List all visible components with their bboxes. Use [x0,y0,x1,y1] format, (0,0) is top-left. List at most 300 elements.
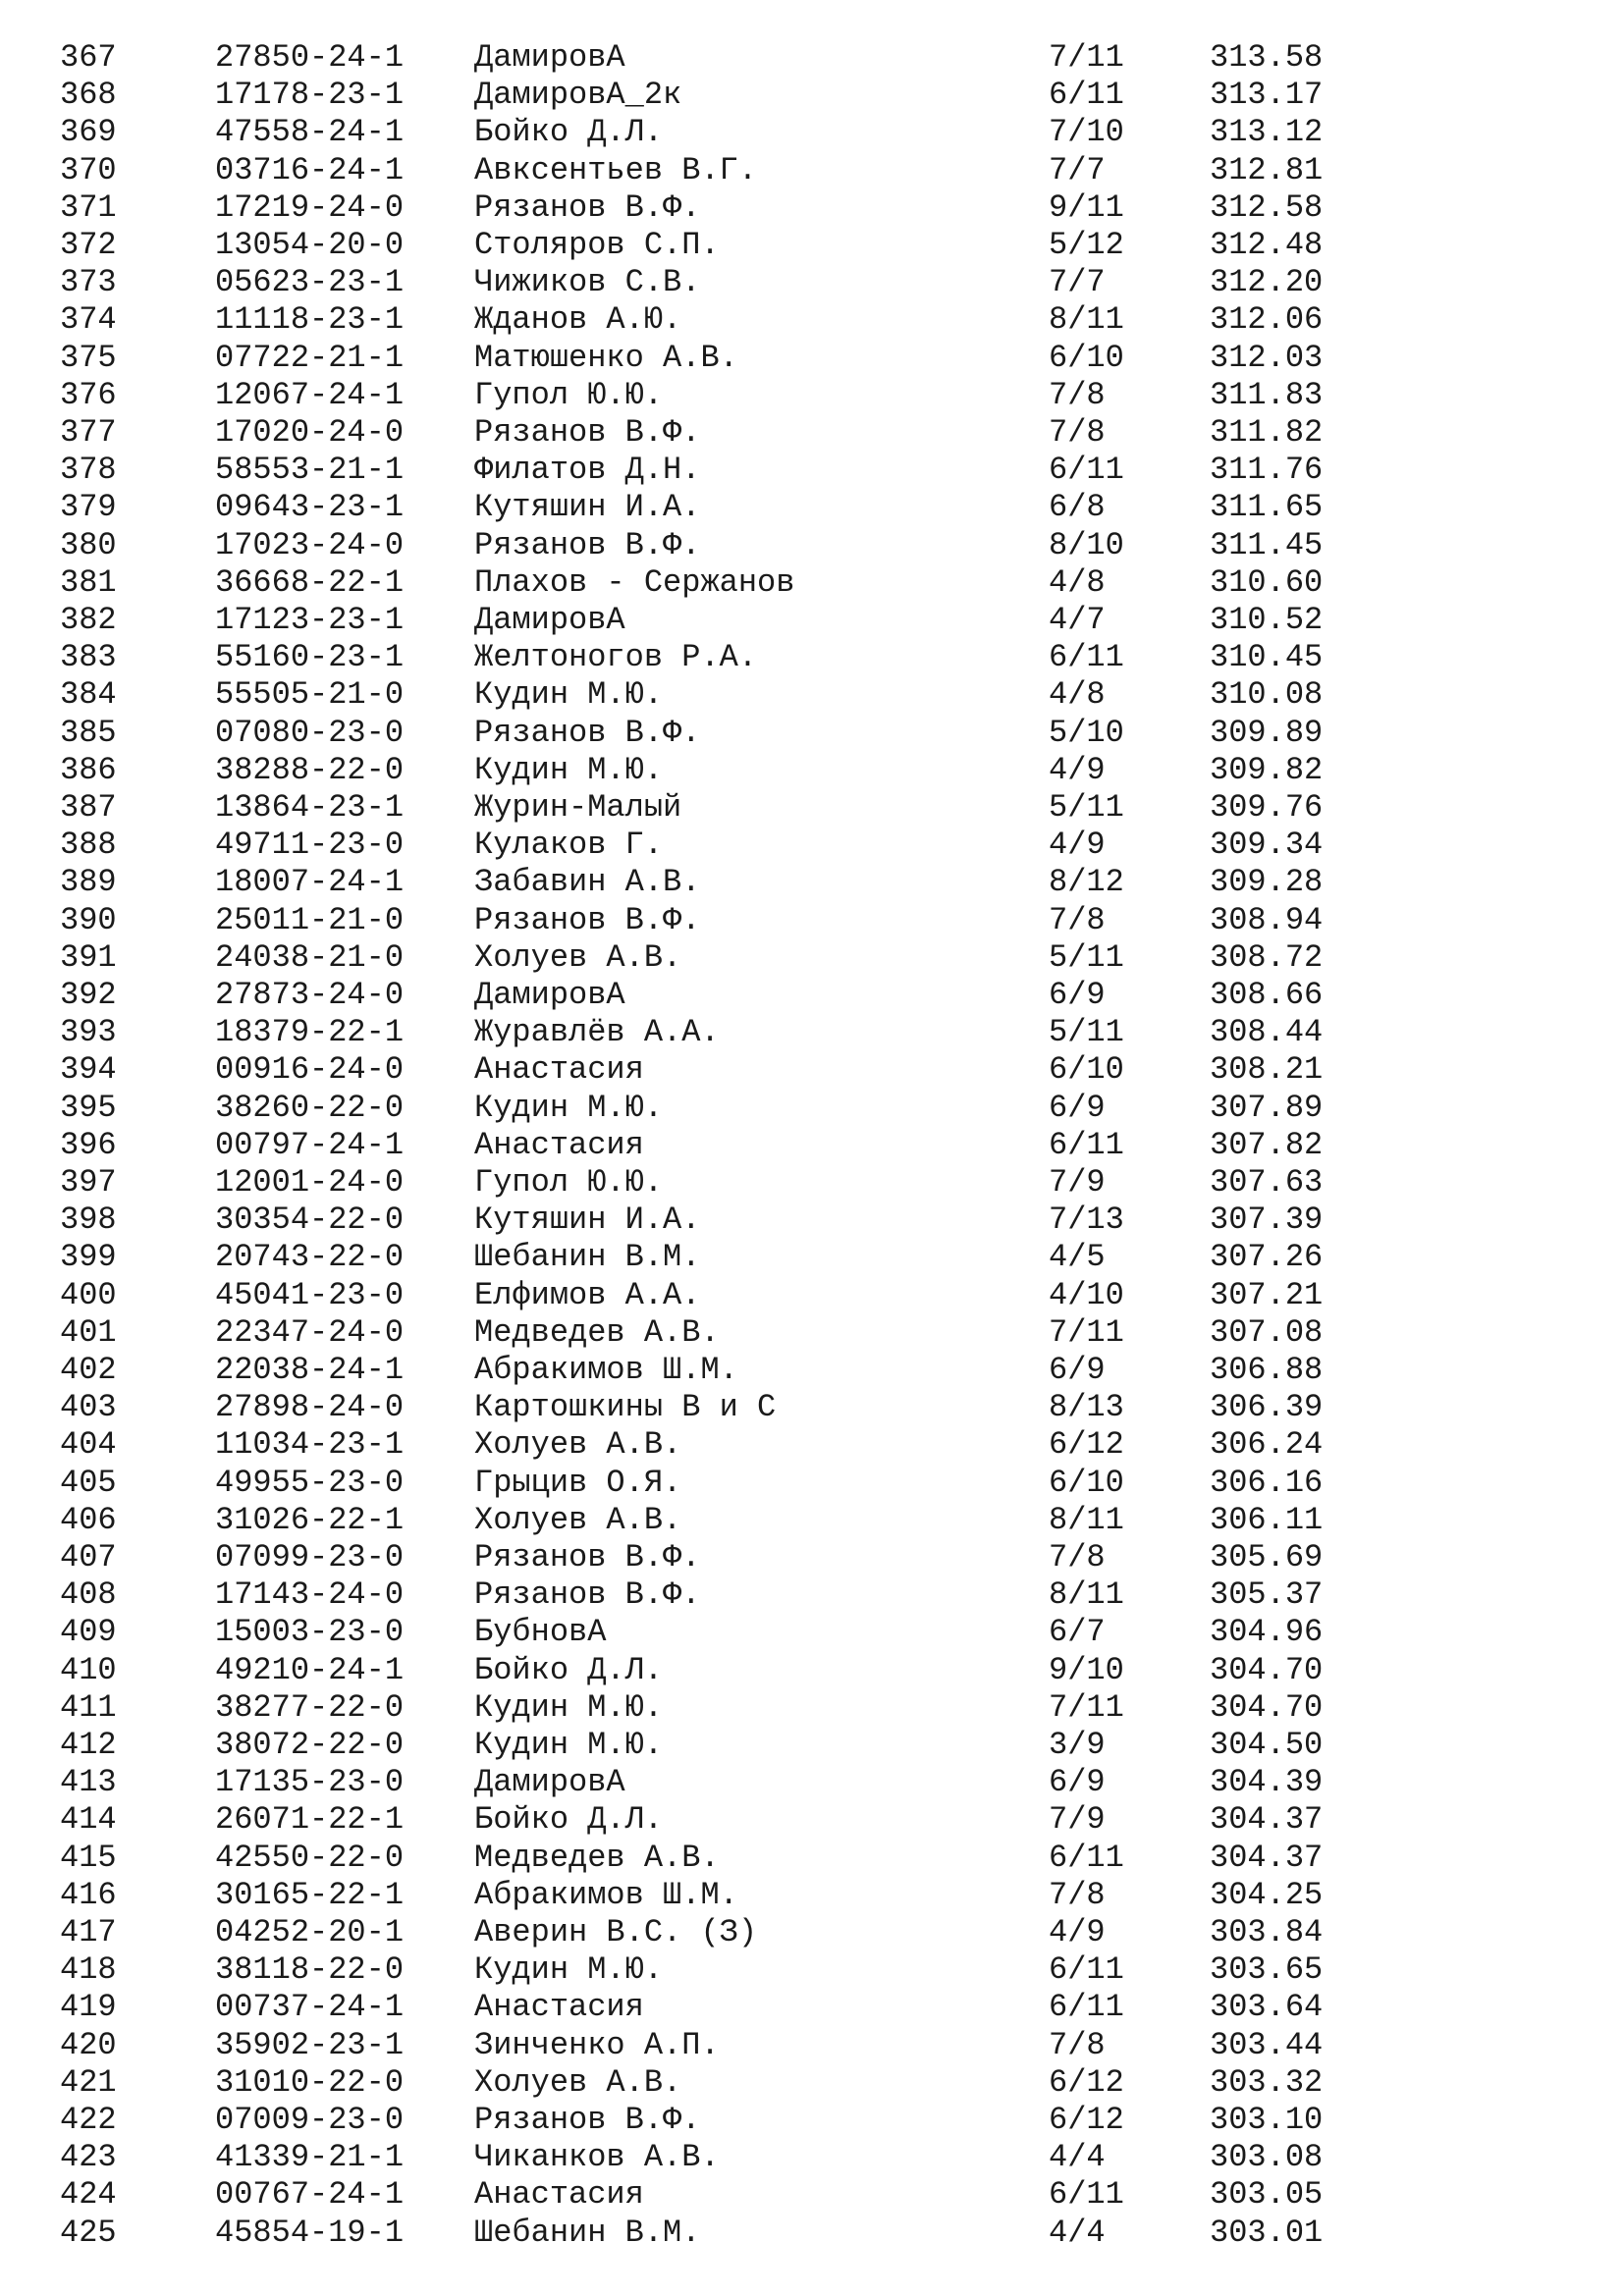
rank-cell: 371 [60,188,117,226]
table-row [0,1426,1624,1464]
ratio-cell: 7/7 [1049,264,1106,301]
code-cell: 27898-24-0 [215,1389,405,1426]
code-cell: 25011-21-0 [215,901,405,938]
table-row [0,1502,1624,1539]
name-cell: Журин-Малый [474,789,682,826]
name-cell: Рязанов В.Ф. [474,526,701,563]
score-cell: 312.03 [1210,339,1324,376]
name-cell: Аверин В.С. (З) [474,1914,758,1950]
name-cell: Рязанов В.Ф. [474,1539,701,1575]
ratio-cell: 5/11 [1049,938,1124,976]
table-row [0,752,1624,789]
code-cell: 17143-24-0 [215,1576,405,1614]
ratio-cell: 6/11 [1049,1989,1124,2026]
table-row [0,301,1624,339]
ratio-cell: 6/12 [1049,1426,1124,1464]
score-cell: 313.17 [1210,77,1324,114]
rank-cell: 367 [60,39,117,76]
ratio-cell: 6/12 [1049,2102,1124,2138]
rank-cell: 384 [60,676,117,714]
code-cell: 31026-22-1 [215,1501,405,1538]
code-cell: 49711-23-0 [215,827,405,864]
name-cell: Зинченко А.П. [474,2026,720,2063]
table-row [0,1314,1624,1352]
table-row [0,1840,1624,1877]
name-cell: Холуев А.В. [474,1501,682,1538]
score-cell: 310.08 [1210,676,1324,714]
name-cell: Жданов А.Ю. [474,301,682,339]
table-row [0,2064,1624,2102]
score-cell: 313.12 [1210,114,1324,151]
rank-cell: 376 [60,376,117,413]
name-cell: Елфимов А.А. [474,1276,701,1313]
name-cell: Матюшенко А.В. [474,339,738,376]
code-cell: 07009-23-0 [215,2102,405,2138]
code-cell: 58553-21-1 [215,452,405,489]
ratio-cell: 8/11 [1049,301,1124,339]
table-row [0,1277,1624,1314]
code-cell: 12067-24-1 [215,376,405,413]
ratio-cell: 6/11 [1049,639,1124,676]
code-cell: 17020-24-0 [215,414,405,451]
score-cell: 307.08 [1210,1313,1324,1351]
table-row [0,1801,1624,1839]
rank-cell: 402 [60,1352,117,1388]
score-cell: 311.65 [1210,489,1324,526]
rank-cell: 381 [60,563,117,601]
code-cell: 26071-22-1 [215,1801,405,1839]
code-cell: 00737-24-1 [215,1989,405,2026]
table-row [0,864,1624,901]
name-cell: Кудин М.Ю. [474,1951,664,1989]
table-row [0,1389,1624,1426]
score-cell: 304.25 [1210,1876,1324,1913]
ratio-cell: 6/9 [1049,1764,1106,1801]
rank-cell: 390 [60,901,117,938]
rank-cell: 405 [60,1464,117,1501]
table-row [0,676,1624,714]
rank-cell: 415 [60,1839,117,1876]
ratio-cell: 4/7 [1049,602,1106,638]
rank-cell: 413 [60,1764,117,1801]
code-cell: 17219-24-0 [215,188,405,226]
rank-cell: 420 [60,2026,117,2063]
score-cell: 307.63 [1210,1164,1324,1201]
code-cell: 42550-22-0 [215,1839,405,1876]
rank-cell: 398 [60,1201,117,1239]
score-cell: 309.28 [1210,864,1324,901]
score-cell: 306.39 [1210,1389,1324,1426]
code-cell: 11034-23-1 [215,1426,405,1464]
code-cell: 12001-24-0 [215,1164,405,1201]
code-cell: 22347-24-0 [215,1313,405,1351]
score-cell: 303.65 [1210,1951,1324,1989]
ratio-cell: 6/11 [1049,452,1124,489]
score-cell: 305.69 [1210,1539,1324,1575]
score-cell: 307.82 [1210,1126,1324,1163]
table-row [0,1764,1624,1801]
name-cell: Картошкины В и С [474,1389,777,1426]
name-cell: Холуев А.В. [474,938,682,976]
ratio-cell: 7/10 [1049,114,1124,151]
table-row [0,340,1624,377]
score-cell: 310.45 [1210,639,1324,676]
table-row [0,1951,1624,1989]
name-cell: Рязанов В.Ф. [474,714,701,751]
ratio-cell: 6/8 [1049,489,1106,526]
ratio-cell: 4/9 [1049,827,1106,864]
code-cell: 27873-24-0 [215,977,405,1013]
score-cell: 308.44 [1210,1014,1324,1051]
table-row [0,2102,1624,2139]
rank-cell: 407 [60,1539,117,1575]
table-row [0,715,1624,752]
table-row [0,939,1624,977]
name-cell: Шебанин В.М. [474,1239,701,1276]
score-cell: 312.06 [1210,301,1324,339]
ratio-cell: 4/4 [1049,2214,1106,2251]
table-row [0,1989,1624,2026]
score-cell: 308.21 [1210,1051,1324,1089]
rank-cell: 409 [60,1614,117,1651]
table-row [0,189,1624,227]
score-cell: 307.39 [1210,1201,1324,1239]
code-cell: 38260-22-0 [215,1089,405,1126]
rank-cell: 397 [60,1164,117,1201]
score-cell: 303.10 [1210,2102,1324,2138]
name-cell: Медведев А.В. [474,1839,720,1876]
ratio-cell: 5/12 [1049,227,1124,263]
name-cell: Анастасия [474,1126,644,1163]
rank-cell: 425 [60,2214,117,2251]
table-row [0,2027,1624,2064]
name-cell: Кудин М.Ю. [474,676,664,714]
score-cell: 307.89 [1210,1089,1324,1126]
name-cell: ДамировА [474,977,625,1013]
score-cell: 311.83 [1210,376,1324,413]
ratio-cell: 6/12 [1049,2063,1124,2101]
code-cell: 38277-22-0 [215,1688,405,1726]
score-cell: 310.52 [1210,602,1324,638]
ratio-cell: 8/11 [1049,1501,1124,1538]
code-cell: 27850-24-1 [215,39,405,76]
name-cell: Журавлёв А.А. [474,1014,720,1051]
code-cell: 03716-24-1 [215,151,405,188]
rank-cell: 406 [60,1501,117,1538]
ratio-cell: 7/8 [1049,1539,1106,1575]
name-cell: Филатов Д.Н. [474,452,701,489]
code-cell: 00797-24-1 [215,1126,405,1163]
ratio-cell: 7/8 [1049,1876,1106,1913]
rank-cell: 370 [60,151,117,188]
table-row [0,1465,1624,1502]
code-cell: 35902-23-1 [215,2026,405,2063]
code-cell: 18379-22-1 [215,1014,405,1051]
name-cell: Рязанов В.Ф. [474,414,701,451]
code-cell: 07080-23-0 [215,714,405,751]
ratio-cell: 8/11 [1049,1576,1124,1614]
name-cell: Шебанин В.М. [474,2214,701,2251]
name-cell: Рязанов В.Ф. [474,1576,701,1614]
table-row [0,1614,1624,1651]
rank-cell: 394 [60,1051,117,1089]
rank-cell: 401 [60,1313,117,1351]
table-row [0,2139,1624,2176]
table-row [0,114,1624,151]
table-row [0,1877,1624,1914]
score-cell: 303.01 [1210,2214,1324,2251]
code-cell: 47558-24-1 [215,114,405,151]
name-cell: Рязанов В.Ф. [474,901,701,938]
table-row [0,1689,1624,1727]
score-cell: 307.21 [1210,1276,1324,1313]
ratio-cell: 5/11 [1049,1014,1124,1051]
score-cell: 303.05 [1210,2176,1324,2214]
rank-cell: 383 [60,639,117,676]
table-row [0,227,1624,264]
score-cell: 303.44 [1210,2026,1324,2063]
table-row [0,1352,1624,1389]
table-row [0,1127,1624,1164]
rank-cell: 369 [60,114,117,151]
name-cell: Грыцив О.Я. [474,1464,682,1501]
code-cell: 17023-24-0 [215,526,405,563]
code-cell: 55505-21-0 [215,676,405,714]
code-cell: 13054-20-0 [215,227,405,263]
table-row [0,1727,1624,1764]
code-cell: 00916-24-0 [215,1051,405,1089]
ratio-cell: 7/8 [1049,376,1106,413]
code-cell: 05623-23-1 [215,264,405,301]
table-row [0,77,1624,114]
score-cell: 309.82 [1210,751,1324,788]
name-cell: Плахов - Сержанов [474,563,795,601]
ratio-cell: 5/10 [1049,714,1124,751]
score-cell: 308.72 [1210,938,1324,976]
ratio-cell: 4/5 [1049,1239,1106,1276]
code-cell: 22038-24-1 [215,1352,405,1388]
ratio-cell: 7/8 [1049,2026,1106,2063]
name-cell: Кулаков Г. [474,827,664,864]
name-cell: Кудин М.Ю. [474,751,664,788]
name-cell: Бойко Д.Л. [474,1801,664,1839]
code-cell: 15003-23-0 [215,1614,405,1651]
name-cell: Анастасия [474,2176,644,2214]
code-cell: 38118-22-0 [215,1951,405,1989]
score-cell: 304.37 [1210,1839,1324,1876]
table-row [0,1652,1624,1689]
ratio-cell: 8/12 [1049,864,1124,901]
code-cell: 31010-22-0 [215,2063,405,2101]
table-row [0,1239,1624,1276]
name-cell: Желтоногов Р.А. [474,639,758,676]
rank-cell: 386 [60,751,117,788]
table-row [0,527,1624,564]
rank-cell: 388 [60,827,117,864]
score-cell: 312.20 [1210,264,1324,301]
rank-cell: 375 [60,339,117,376]
code-cell: 45041-23-0 [215,1276,405,1313]
ratio-cell: 7/8 [1049,414,1106,451]
name-cell: Кутяшин И.А. [474,1201,701,1239]
name-cell: Бойко Д.Л. [474,1651,664,1688]
ratio-cell: 7/11 [1049,1688,1124,1726]
name-cell: Холуев А.В. [474,1426,682,1464]
code-cell: 45854-19-1 [215,2214,405,2251]
name-cell: Гупол Ю.Ю. [474,376,664,413]
score-cell: 303.32 [1210,2063,1324,2101]
rank-cell: 377 [60,414,117,451]
name-cell: Авксентьев В.Г. [474,151,758,188]
score-cell: 308.66 [1210,977,1324,1013]
rank-cell: 411 [60,1688,117,1726]
score-cell: 304.39 [1210,1764,1324,1801]
score-cell: 311.76 [1210,452,1324,489]
name-cell: БубновА [474,1614,607,1651]
rank-cell: 419 [60,1989,117,2026]
table-row [0,452,1624,489]
code-cell: 07722-21-1 [215,339,405,376]
code-cell: 09643-23-1 [215,489,405,526]
name-cell: Гупол Ю.Ю. [474,1164,664,1201]
rank-cell: 382 [60,602,117,638]
ratio-cell: 8/10 [1049,526,1124,563]
name-cell: Медведев А.В. [474,1313,720,1351]
rank-cell: 408 [60,1576,117,1614]
code-cell: 20743-22-0 [215,1239,405,1276]
ratio-cell: 6/9 [1049,977,1106,1013]
score-cell: 312.58 [1210,188,1324,226]
table-row [0,1539,1624,1576]
ratio-cell: 5/11 [1049,789,1124,826]
code-cell: 18007-24-1 [215,864,405,901]
name-cell: Холуев А.В. [474,2063,682,2101]
rank-cell: 393 [60,1014,117,1051]
table-row [0,1914,1624,1951]
rank-cell: 424 [60,2176,117,2214]
score-cell: 306.88 [1210,1352,1324,1388]
rank-cell: 404 [60,1426,117,1464]
table-row [0,902,1624,939]
table-row [0,489,1624,526]
name-cell: Кудин М.Ю. [474,1688,664,1726]
score-cell: 309.34 [1210,827,1324,864]
table-row [0,2176,1624,2214]
name-cell: Чиканков А.В. [474,2139,720,2176]
rank-cell: 422 [60,2102,117,2138]
rank-cell: 373 [60,264,117,301]
name-cell: Кудин М.Ю. [474,1727,664,1763]
table-row [0,1201,1624,1239]
table-row [0,2215,1624,2252]
ratio-cell: 3/9 [1049,1727,1106,1763]
rank-cell: 391 [60,938,117,976]
code-cell: 07099-23-0 [215,1539,405,1575]
ratio-cell: 9/11 [1049,188,1124,226]
name-cell: ДамировА_2к [474,77,682,114]
table-row [0,1576,1624,1614]
score-cell: 311.45 [1210,526,1324,563]
name-cell: Кудин М.Ю. [474,1089,664,1126]
code-cell: 38288-22-0 [215,751,405,788]
name-cell: Чижиков С.В. [474,264,701,301]
ratio-cell: 6/11 [1049,77,1124,114]
rank-cell: 389 [60,864,117,901]
rank-cell: 396 [60,1126,117,1163]
rank-cell: 399 [60,1239,117,1276]
ratio-cell: 6/9 [1049,1089,1106,1126]
ratio-cell: 6/10 [1049,1464,1124,1501]
table-row [0,39,1624,77]
rank-cell: 378 [60,452,117,489]
score-cell: 311.82 [1210,414,1324,451]
table-row [0,564,1624,602]
rank-cell: 400 [60,1276,117,1313]
score-cell: 312.81 [1210,151,1324,188]
score-cell: 304.70 [1210,1651,1324,1688]
code-cell: 17123-23-1 [215,602,405,638]
name-cell: Рязанов В.Ф. [474,188,701,226]
table-row [0,1051,1624,1089]
code-cell: 17178-23-1 [215,77,405,114]
ratio-cell: 7/13 [1049,1201,1124,1239]
ratio-cell: 7/8 [1049,901,1106,938]
score-cell: 306.16 [1210,1464,1324,1501]
table-row [0,1014,1624,1051]
code-cell: 04252-20-1 [215,1914,405,1950]
name-cell: Забавин А.В. [474,864,701,901]
score-cell: 304.96 [1210,1614,1324,1651]
score-cell: 310.60 [1210,563,1324,601]
ratio-cell: 6/10 [1049,1051,1124,1089]
code-cell: 49210-24-1 [215,1651,405,1688]
code-cell: 38072-22-0 [215,1727,405,1763]
ratio-cell: 4/8 [1049,563,1106,601]
score-cell: 309.76 [1210,789,1324,826]
ratio-cell: 4/9 [1049,1914,1106,1950]
rank-cell: 403 [60,1389,117,1426]
name-cell: ДамировА [474,39,625,76]
ratio-cell: 7/9 [1049,1164,1106,1201]
score-cell: 308.94 [1210,901,1324,938]
rank-cell: 414 [60,1801,117,1839]
score-cell: 303.64 [1210,1989,1324,2026]
ratio-cell: 7/11 [1049,1313,1124,1351]
ratio-cell: 7/7 [1049,151,1106,188]
rank-cell: 385 [60,714,117,751]
table-row [0,152,1624,189]
score-cell: 304.70 [1210,1688,1324,1726]
rank-cell: 392 [60,977,117,1013]
name-cell: Анастасия [474,1051,644,1089]
table-row [0,1090,1624,1127]
score-cell: 304.37 [1210,1801,1324,1839]
rank-cell: 423 [60,2139,117,2176]
name-cell: Абракимов Ш.М. [474,1352,738,1388]
score-cell: 306.24 [1210,1426,1324,1464]
score-cell: 303.08 [1210,2139,1324,2176]
table-row [0,414,1624,452]
ratio-cell: 8/13 [1049,1389,1124,1426]
rank-cell: 410 [60,1651,117,1688]
rank-cell: 380 [60,526,117,563]
ratio-cell: 6/9 [1049,1352,1106,1388]
code-cell: 36668-22-1 [215,563,405,601]
code-cell: 55160-23-1 [215,639,405,676]
table-row [0,639,1624,676]
name-cell: Столяров С.П. [474,227,720,263]
rank-cell: 412 [60,1727,117,1763]
